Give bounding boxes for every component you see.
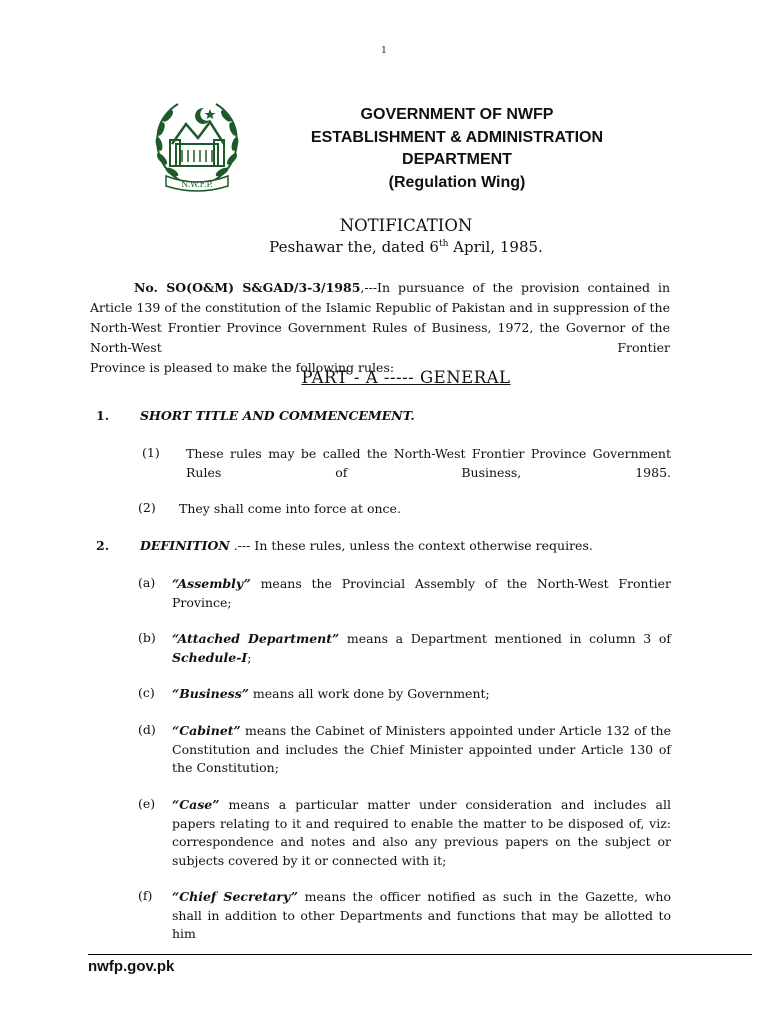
definition-term: “Cabinet” bbox=[172, 723, 241, 738]
notification-title: NOTIFICATION bbox=[339, 216, 473, 235]
header-line-1: GOVERNMENT OF NWFP bbox=[360, 106, 554, 123]
emblem-banner-text: N.W.F.P. bbox=[181, 180, 213, 189]
definition-label: (b) bbox=[138, 630, 156, 645]
definition-label: (d) bbox=[138, 722, 156, 737]
definition-c bbox=[172, 685, 671, 704]
header-line-4: (Regulation Wing) bbox=[388, 173, 526, 191]
definition-label: (e) bbox=[138, 796, 156, 811]
definition-text: means the officer notified as such in the Gazette, who shall in addition to other Departments and functions that may be allotted to him bbox=[172, 889, 671, 941]
definition-b bbox=[172, 630, 671, 667]
definition-e bbox=[172, 796, 671, 870]
header-line-2: ESTABLISHMENT & ADMINISTRATION bbox=[310, 128, 604, 146]
date-prefix: Peshawar the, dated 6 bbox=[269, 238, 439, 256]
footer-site: nwfp.gov.pk bbox=[88, 958, 175, 975]
schedule-reference: Schedule-I bbox=[172, 649, 248, 665]
definition-tail: ; bbox=[247, 649, 252, 665]
definition-label: (a) bbox=[138, 575, 156, 590]
preamble-paragraph bbox=[90, 278, 670, 378]
definition-f bbox=[172, 888, 671, 944]
date-suffix: April, 1985. bbox=[448, 238, 543, 256]
document-header bbox=[290, 104, 624, 194]
preamble-text: ,---In pursuance of the provision contained in Article 139 of the constitution of the Islamic Republic of Pakistan and in suppression of the North-West Frontier Province Government Rules of Business, 1972, the Governor of the North-West Frontier bbox=[90, 280, 670, 355]
section-2-heading bbox=[140, 538, 593, 553]
footer-divider bbox=[88, 954, 752, 955]
section-1-number: 1. bbox=[96, 408, 110, 423]
section-1-item-2-text: They shall come into force at once. bbox=[179, 501, 401, 516]
section-1-item-label: (1) bbox=[142, 445, 160, 460]
section-2-title: DEFINITION bbox=[140, 538, 230, 553]
definition-text: means the Provincial Assembly of the North-West Frontier Province; bbox=[172, 576, 671, 610]
section-1-title: SHORT TITLE AND COMMENCEMENT. bbox=[140, 408, 415, 423]
section-2-intro: .--- In these rules, unless the context otherwise requires. bbox=[229, 538, 593, 553]
definition-text: means the Cabinet of Ministers appointed under Article 132 of the Constitution and includes the Chief Minister appointed under Article 130 of the Constitution; bbox=[172, 723, 671, 775]
definition-term: “Assembly” bbox=[172, 576, 251, 591]
page-number: 1 bbox=[381, 46, 387, 56]
notification-date bbox=[0, 238, 768, 256]
definition-a bbox=[172, 575, 671, 612]
date-superscript: th bbox=[438, 239, 449, 249]
preamble-last-line: Province is pleased to make the following rules: bbox=[90, 360, 395, 375]
definition-text: means a particular matter under consideration and includes all papers relating to it and required to enable the matter to be disposed of, viz: correspondence and notes and also any previous papers on the subject or subjects covered by it or connected with it; bbox=[172, 797, 671, 868]
definition-label: (f) bbox=[138, 888, 153, 903]
section-1-item-1-text: These rules may be called the North-West Frontier Province Government Rules of Business, 1985. bbox=[186, 446, 671, 480]
section-2-number: 2. bbox=[96, 538, 110, 553]
part-heading: PART - A ----- GENERAL bbox=[301, 368, 511, 387]
definition-term: “Case” bbox=[172, 797, 220, 812]
definition-term: “Chief Secretary” bbox=[172, 889, 298, 904]
definition-term: “Attached Department” bbox=[172, 631, 340, 646]
definition-term: “Business” bbox=[172, 686, 249, 701]
definition-label: (c) bbox=[138, 685, 155, 700]
definition-text: means a Department mentioned in column 3 of bbox=[339, 631, 671, 646]
section-1-item-label: (2) bbox=[138, 500, 156, 515]
preamble-ref: No. SO(O&M) S&GAD/3-3/1985 bbox=[134, 280, 361, 295]
section-1-item-text bbox=[186, 445, 671, 482]
nwfp-emblem-icon bbox=[148, 96, 246, 196]
header-line-3: DEPARTMENT bbox=[402, 151, 512, 168]
definition-text: means all work done by Government; bbox=[248, 686, 490, 701]
definition-d bbox=[172, 722, 671, 778]
